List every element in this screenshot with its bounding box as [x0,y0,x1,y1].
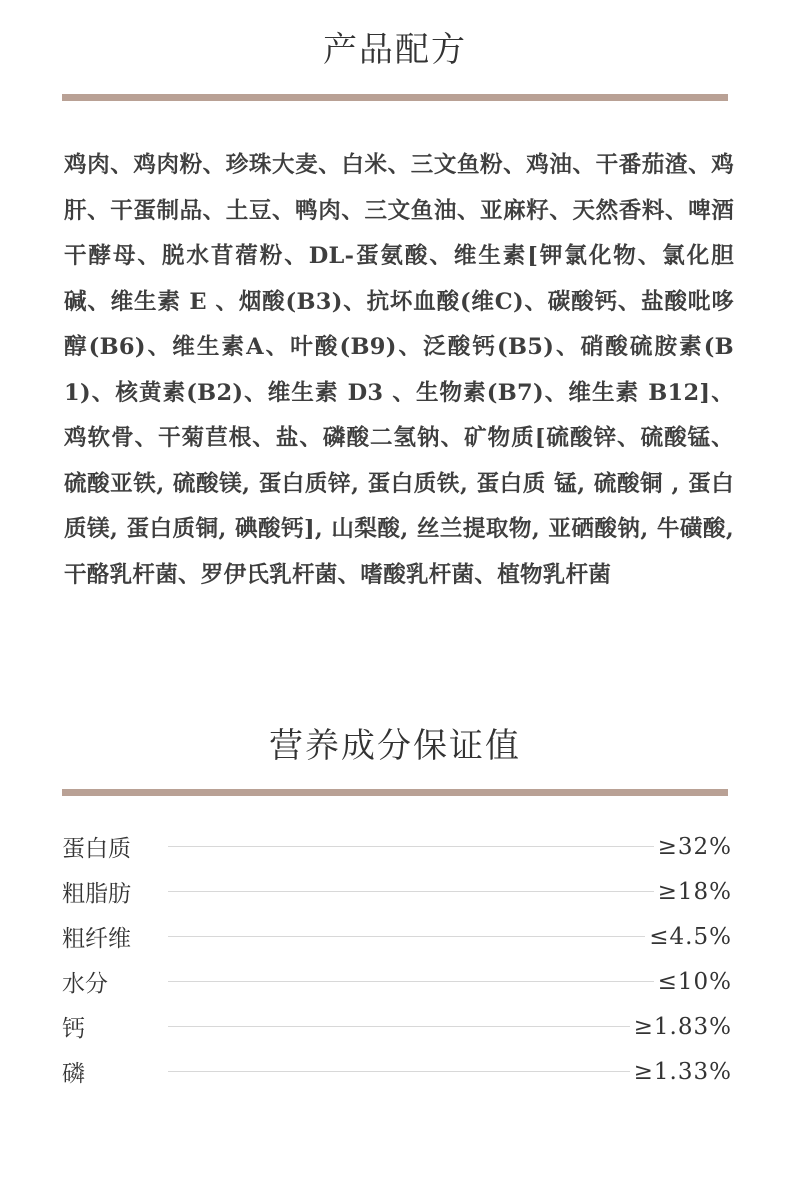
nutrient-value: ≥1.83% [633,1013,732,1040]
nutrient-row-protein [62,824,732,869]
nutrient-name: 钙 [62,1016,85,1042]
formula-divider [62,94,728,101]
nutrient-value: ≥1.33% [633,1058,732,1085]
nutrient-name: 粗脂肪 [62,881,131,907]
nutrient-row-phosphorus [62,1049,732,1094]
leader-line [168,1071,630,1072]
nutrition-divider [62,789,728,796]
nutrition-title: 营养成分保证值 [269,726,521,766]
nutrient-row-fat [62,869,732,914]
nutrient-name: 水分 [62,971,108,997]
nutrient-value: ≥18% [657,878,732,905]
nutrient-row-calcium [62,1004,732,1049]
ingredients-text: 鸡肉、鸡肉粉、珍珠大麦、白米、三文鱼粉、鸡油、干番茄渣、鸡肝、干蛋制品、土豆、鸭肉、三文鱼油、亚麻籽、天然香料、啤酒干酵母、脱水苜蓿粉、DL-蛋氨酸、维生素[钾氯化物、氯化胆碱、维生素 E 、烟酸(B3)、抗坏血酸(维C)、碳酸钙、盐酸吡哆醇(B6)、维生素A、叶酸(B9)、泛酸钙(B5)、硝酸硫胺素(B1)、核黄素(B2)、维生素 D3 、生物素(B7)、维生素 B12]、鸡软骨、干菊苣根、盐、磷酸二氢钠、矿物质[硫酸锌、硫酸锰、硫酸亚铁, 硫酸镁, 蛋白质锌, 蛋白质铁, 蛋白质 锰, 硫酸铜 , 蛋白质镁, 蛋白质铜, 碘酸钙], 山梨酸, 丝兰提取物, 亚硒酸钠, 牛磺酸, 干酪乳杆菌、罗伊氏乳杆菌、嗜酸乳杆菌、植物乳杆菌 [64,152,734,588]
formula-title: 产品配方 [323,30,467,70]
nutrient-value: ≤10% [657,968,732,995]
leader-line [168,1026,630,1027]
nutrient-row-fiber [62,914,732,959]
nutrient-value: ≥32% [657,833,732,860]
nutrient-row-moisture [62,959,732,1004]
nutrient-name: 蛋白质 [62,836,131,862]
nutrient-value: ≤4.5% [649,923,732,950]
nutrition-table [62,824,732,1094]
nutrient-name: 粗纤维 [62,926,131,952]
nutrient-name: 磷 [62,1061,85,1087]
leader-line [168,846,654,847]
leader-line [168,981,654,982]
leader-line [168,891,654,892]
leader-line [168,936,645,937]
